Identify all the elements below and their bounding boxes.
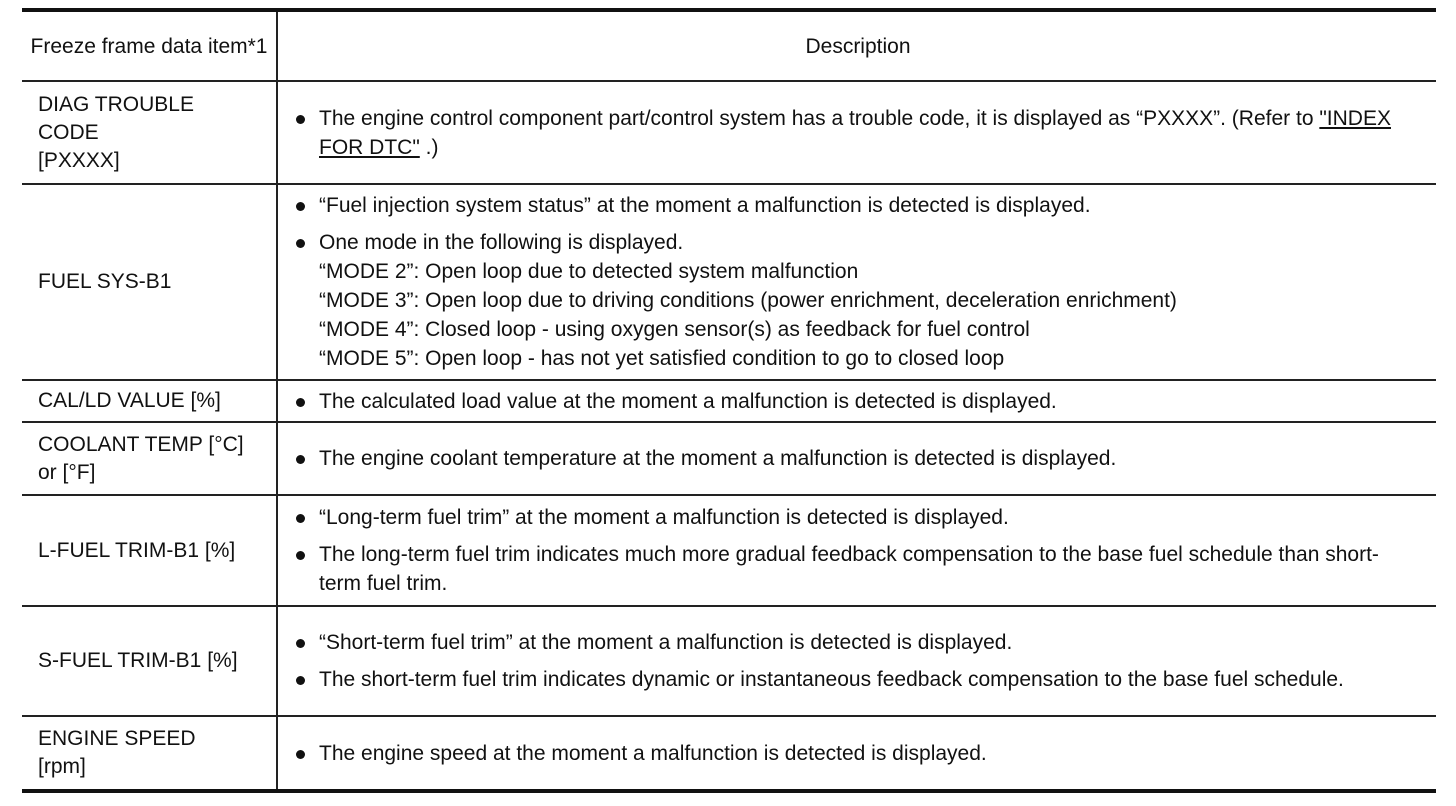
bullet-text: The calculated load value at the moment a malfunction is detected is displayed. (319, 389, 1057, 413)
bullet-dot-icon (296, 398, 305, 407)
bullet-item (296, 387, 1420, 416)
bullet-dot-icon (296, 455, 305, 464)
bullet-item (296, 739, 1420, 768)
bullet-item (296, 444, 1420, 473)
mode-line: “MODE 4”: Closed loop - using oxygen sensor(s) as feedback for fuel control (319, 318, 1030, 341)
bullet-text: “Short-term fuel trim” at the moment a malfunction is detected is displayed. (319, 631, 1013, 654)
bullet-dot-icon (296, 239, 305, 248)
header-description-label: Description (805, 34, 911, 58)
table-row-fuel-sys-b1 (22, 185, 1436, 381)
bullet-text: The short-term fuel trim indicates dynamic or instantaneous feedback compensation to the base fuel schedule. (319, 668, 1344, 691)
item-line: [rpm] (38, 755, 86, 778)
mode-line: “MODE 3”: Open loop due to driving conditions (power enrichment, deceleration enrichment) (319, 289, 1177, 312)
bullet-item (296, 191, 1420, 220)
bullet-item (296, 628, 1420, 657)
bullet-item (296, 665, 1420, 694)
description-cell (278, 82, 1436, 183)
item-cell (22, 381, 278, 421)
description-cell (278, 381, 1436, 421)
item-cell (22, 82, 278, 183)
table-row-engine-speed (22, 717, 1436, 793)
bullet-text (319, 228, 1420, 373)
bullet-text-before: The engine control component part/control system has a trouble code, it is displayed as “PXXXX”. (Refer to (319, 106, 1320, 130)
bullet-dot-icon (296, 202, 305, 211)
description-cell (278, 717, 1436, 789)
item-cell (22, 423, 278, 494)
bullet-text: “Fuel injection system status” at the moment a malfunction is detected is displayed. (319, 194, 1091, 217)
bullet-dot-icon (296, 750, 305, 759)
header-description-cell (278, 12, 1436, 80)
item-line: CAL/LD VALUE [%] (38, 389, 221, 412)
bullet-text: The long-term fuel trim indicates much more gradual feedback compensation to the base fuel schedule than short-term fuel trim. (319, 543, 1379, 595)
item-line: COOLANT TEMP [°C] (38, 432, 244, 456)
bullet-main-line: One mode in the following is displayed. (319, 231, 684, 254)
item-line: CODE (38, 120, 99, 144)
item-line: DIAG TROUBLE (38, 92, 194, 116)
item-cell (22, 496, 278, 605)
bullet-dot-icon (296, 639, 305, 648)
table-row-l-fuel-trim-b1 (22, 496, 1436, 607)
bullet-item (296, 228, 1420, 373)
item-cell (22, 185, 278, 379)
freeze-frame-table (22, 8, 1436, 793)
bullet-item (296, 104, 1420, 162)
table-row-coolant-temp (22, 423, 1436, 496)
item-line: ENGINE SPEED (38, 727, 196, 750)
bullet-text (319, 104, 1420, 162)
bullet-dot-icon (296, 115, 305, 124)
item-line: L-FUEL TRIM-B1 [%] (38, 538, 236, 562)
item-line: [PXXXX] (38, 148, 120, 172)
bullet-text: “Long-term fuel trim” at the moment a malfunction is detected is displayed. (319, 506, 1009, 529)
bullet-dot-icon (296, 551, 305, 560)
bullet-text: The engine coolant temperature at the moment a malfunction is detected is displayed. (319, 447, 1117, 470)
table-row-cal-ld-value (22, 381, 1436, 423)
table-row-s-fuel-trim-b1 (22, 607, 1436, 717)
item-line: S-FUEL TRIM-B1 [%] (38, 649, 238, 672)
header-item-label: Freeze frame data item*1 (30, 34, 268, 58)
mode-line: “MODE 2”: Open loop due to detected system malfunction (319, 260, 859, 283)
bullet-item (296, 503, 1420, 532)
bullet-text: The engine speed at the moment a malfunction is detected is displayed. (319, 741, 987, 765)
mode-line: “MODE 5”: Open loop - has not yet satisfied condition to go to closed loop (319, 347, 1005, 370)
item-line: or [°F] (38, 460, 96, 484)
table-row-diag-trouble-code (22, 82, 1436, 185)
description-cell (278, 607, 1436, 715)
item-line: FUEL SYS-B1 (38, 270, 172, 293)
item-cell (22, 717, 278, 789)
bullet-text-after: .) (419, 135, 439, 159)
table-header-row (22, 8, 1436, 82)
bullet-dot-icon (296, 676, 305, 685)
item-cell (22, 607, 278, 715)
index-for-dtc-link[interactable]: "INDEX FOR DTC" (319, 106, 1391, 159)
description-cell (278, 423, 1436, 494)
header-item-cell (22, 12, 278, 80)
description-cell (278, 185, 1436, 379)
description-cell (278, 496, 1436, 605)
bullet-dot-icon (296, 514, 305, 523)
bullet-item (296, 540, 1420, 598)
